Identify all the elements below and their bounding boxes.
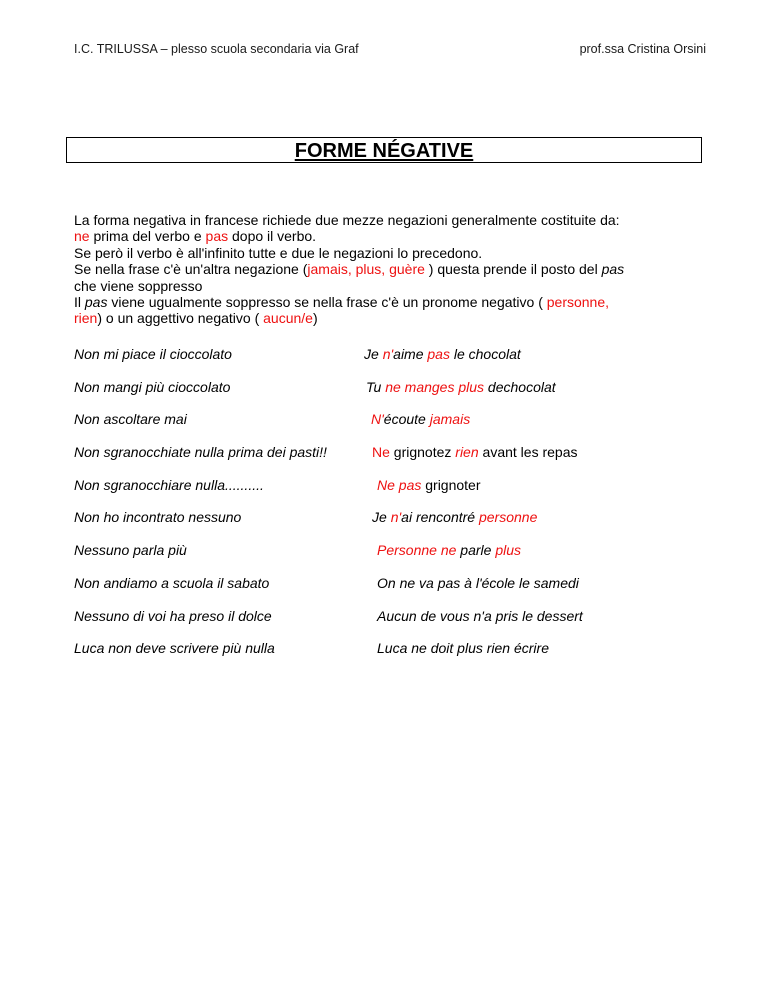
french-translation <box>377 640 549 656</box>
intro-text: Il <box>74 294 85 311</box>
french-translation <box>377 542 521 558</box>
italian-sentence: Non mi piace il cioccolato <box>74 346 232 362</box>
translation-text: Luca ne doit plus rien écrire <box>377 640 549 657</box>
italian-sentence: Nessuno di voi ha preso il dolce <box>74 607 272 624</box>
french-translation <box>371 411 470 427</box>
translation-text: Aucun de vous n'a pris le dessert <box>377 607 583 624</box>
french-translation <box>364 346 521 362</box>
negation-highlight: Personne ne <box>377 542 457 559</box>
example-row <box>74 411 714 444</box>
translation-text: écoute <box>383 411 430 428</box>
negation-highlight: n' <box>390 509 402 526</box>
italic-pas: pas <box>601 261 625 278</box>
title-box <box>66 137 702 163</box>
negation-highlight: jamais <box>429 411 471 428</box>
french-translation <box>377 575 579 591</box>
translation-text: Tu <box>366 378 386 395</box>
intro-text: ) questa prende il posto del <box>424 261 602 278</box>
example-row <box>74 444 714 477</box>
intro-line <box>74 228 714 244</box>
translation-text: On ne va pas à l'école le samedi <box>377 574 579 591</box>
translation-text: Je <box>372 509 391 526</box>
negation-highlight: Ne pas <box>377 476 422 493</box>
italian-sentence: Nessuno parla più <box>74 542 187 559</box>
negation-highlight: rien <box>455 444 479 461</box>
translation-text: ai rencontré <box>401 509 479 526</box>
french-translation <box>377 477 481 493</box>
intro-line <box>74 310 714 326</box>
header-school: I.C. TRILUSSA – plesso scuola secondaria via Graf <box>74 42 359 56</box>
examples-table <box>74 346 714 673</box>
intro-line <box>74 278 714 294</box>
intro-line <box>74 212 714 228</box>
highlight-pas: pas <box>205 228 229 245</box>
negation-highlight: ne manges plus <box>385 378 485 395</box>
example-row <box>74 346 714 379</box>
italian-sentence: Non ascoltare mai <box>74 411 187 428</box>
intro-text: ) o un aggettivo negativo ( <box>97 310 264 327</box>
translation-text: Je <box>364 346 383 362</box>
example-row <box>74 542 714 575</box>
highlight-aucun: aucun/e <box>263 310 313 327</box>
italic-pas: pas <box>84 294 108 311</box>
italian-sentence: Non mangi più cioccolato <box>74 378 231 395</box>
translation-text: grignotez <box>389 444 456 461</box>
example-row <box>74 477 714 510</box>
negation-highlight: n' <box>382 346 394 362</box>
translation-text: aime <box>393 346 428 362</box>
italian-sentence: Non ho incontrato nessuno <box>74 509 242 526</box>
example-row <box>74 379 714 412</box>
highlight-negations: jamais, plus, guère <box>307 261 425 278</box>
example-row <box>74 575 714 608</box>
intro-text: viene ugualmente soppresso se nella frase c'è un pronome negativo ( <box>107 294 547 311</box>
translation-text: parle <box>456 542 496 559</box>
negation-highlight: plus <box>495 542 522 559</box>
italian-sentence: Non sgranocchiate nulla prima dei pasti!! <box>74 444 327 461</box>
intro-text: Se però il verbo è all'infinito tutte e due le negazioni lo precedono. <box>74 244 483 261</box>
negation-highlight: personne <box>478 509 538 526</box>
french-translation <box>372 509 537 525</box>
translation-text: le chocolat <box>449 346 521 362</box>
translation-text: avant les repas <box>478 444 578 461</box>
example-row <box>74 640 714 673</box>
highlight-ne: ne <box>74 228 90 245</box>
translation-text: dechocolat <box>484 378 556 395</box>
intro-text: che viene soppresso <box>74 277 203 294</box>
translation-text: grignoter <box>421 476 481 493</box>
highlight-rien: rien <box>74 310 98 327</box>
italian-sentence: Luca non deve scrivere più nulla <box>74 640 275 657</box>
example-row <box>74 608 714 641</box>
italian-sentence: Non sgranocchiare nulla.......... <box>74 476 264 493</box>
intro-text: La forma negativa in francese richiede due mezze negazioni generalmente costituite da: <box>74 212 620 228</box>
french-translation <box>377 608 583 624</box>
intro-line <box>74 261 714 277</box>
negation-highlight: N' <box>371 411 384 428</box>
intro-line <box>74 294 714 310</box>
example-row <box>74 509 714 542</box>
intro-text: prima del verbo e <box>89 228 206 245</box>
intro-text: Se nella frase c'è un'altra negazione ( <box>74 261 308 278</box>
page-title: FORME NÉGATIVE <box>294 140 474 162</box>
intro-text: ) <box>312 310 318 327</box>
header-teacher: prof.ssa Cristina Orsini <box>579 42 706 56</box>
intro-line <box>74 245 714 261</box>
french-translation <box>372 444 577 460</box>
intro-text: dopo il verbo. <box>228 228 317 245</box>
italian-sentence: Non andiamo a scuola il sabato <box>74 574 270 591</box>
negation-highlight: pas <box>427 346 450 362</box>
highlight-personne: personne, <box>546 294 610 311</box>
negation-highlight: Ne <box>372 444 390 461</box>
intro-paragraph <box>74 212 714 327</box>
french-translation <box>366 379 556 395</box>
